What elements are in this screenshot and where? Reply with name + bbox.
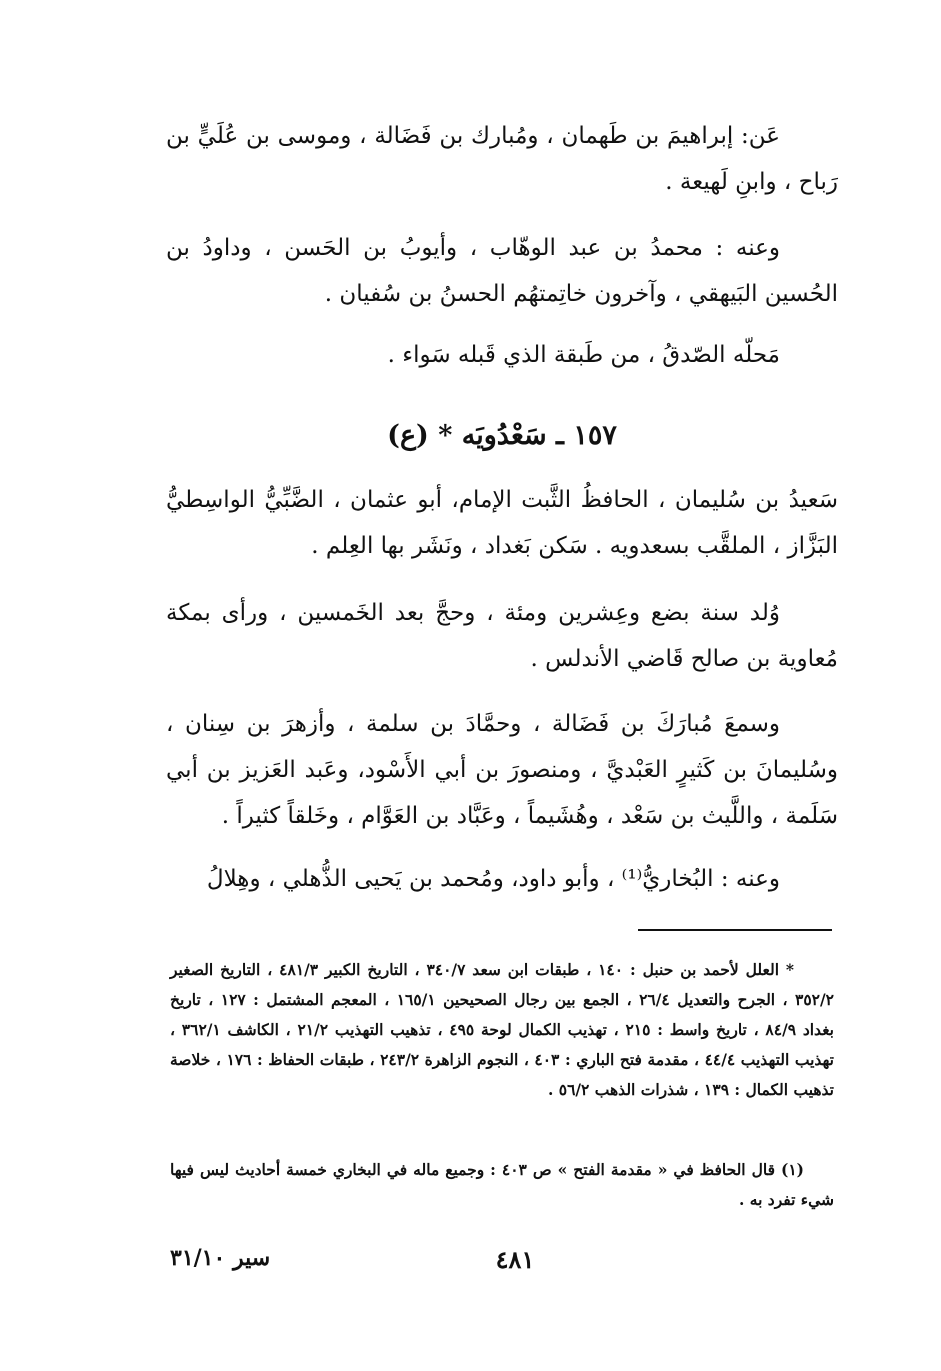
paragraph-rank: مَحلّه الصّدقُ ، من طَبقة الذي قَبله سَواء . — [387, 342, 780, 368]
footnote-separator — [638, 929, 832, 931]
footnote-sources: * العلل لأحمد بن حنبل : ١٤٠ ، طبقات ابن سعد ٣٤٠/٧ ، التاريخ الكبير ٤٨١/٣ ، التاريخ الصغير ٣٥٢/٢ ، الجرح والتعديل ٢٦/٤ ، الجمع بين رجال الصحيحين ١٦٥/١ ، المعجم المشتمل : ١٢٧ ، تاريخ بغداد ٨٤/٩ ، تاريخ واسط : ٢١٥ ، تهذيب الكمال لوحة ٤٩٥ ، تذهيب التهذيب ٢١/٢ ، الكاشف ٣٦٢/١ ، تهذيب التهذيب ٤٤/٤ ، مقدمة فتح الباري : ٤٠٣ ، النجوم الزاهرة ٢٤٣/٢ ، طبقات الحفاظ : ١٧٦ ، خلاصة تذهيب الكمال : ١٣٩ ، شذرات الذهب ٥٦/٢ . — [170, 960, 834, 1099]
signature-mark: سير ٣١/١٠ — [170, 1245, 271, 1271]
entry-paragraph-birth: وُلد سنة بضع وعِشرين ومئة ، وحجَّ بعد الخَمسين ، ورأى بمكة مُعاوية بن صالح قَاضي الأندلس . — [166, 600, 838, 672]
page-number: ٤٨١ — [495, 1245, 535, 1274]
footnote-1: (١) قال الحافظ في « مقدمة الفتح » ص ٤٠٣ : وجميع ماله في البخاري خمسة أحاديث ليس فيها شيء تفرد به . — [170, 1160, 834, 1209]
entry-heading: ١٥٧ ـ سَعْدُويَه * (ع) — [387, 420, 617, 451]
entry-paragraph-teachers: وسمعَ مُبارَكَ بن فَضَالة ، وحمَّادَ بن سلمة ، وأزهرَ بن سِنان ، وسُليمانَ بن كَثيرٍ العَبْديَّ ، ومنصورَ بن أبي الأَسْود، وعَبد العَزيز بن أبي سَلَمة ، واللَّيث بن سَعْد ، وهُشَيماً ، وعَبَّاد بن العَوَّام ، وخَلقاً كثيراً . — [166, 711, 838, 829]
entry-paragraph-identity: سَعيدُ بن سُليمان ، الحافظُ الثَّبت الإمام، أبو عثمان ، الضَّبِّيُّ الواسِطيُّ البَزَّاز ، الملقَّب بسعدويه . سَكن بَغداد ، ونَشَر بها العِلم . — [166, 487, 838, 559]
entry-paragraph-students: وعنه : البُخاريُّ⁽¹⁾ ، وأبو داود، ومُحمد بن يَحيى الذُّهلي ، وهِلالُ — [206, 866, 780, 892]
paragraph-narrated-from: عَن: إبراهيمَ بن طَهمان ، ومُبارك بن فَضَالة ، وموسى بن عُلَيٍّ بن رَباح ، وابنِ لَهيعة . — [166, 123, 838, 195]
paragraph-narrated-by: وعنه : محمدُ بن عبد الوهّاب ، وأيوبُ بن الحَسن ، وداودُ بن الحُسين البَيهقي ، وآخرون خاتِمتهُم الحسنُ بن سُفيان . — [166, 235, 838, 307]
